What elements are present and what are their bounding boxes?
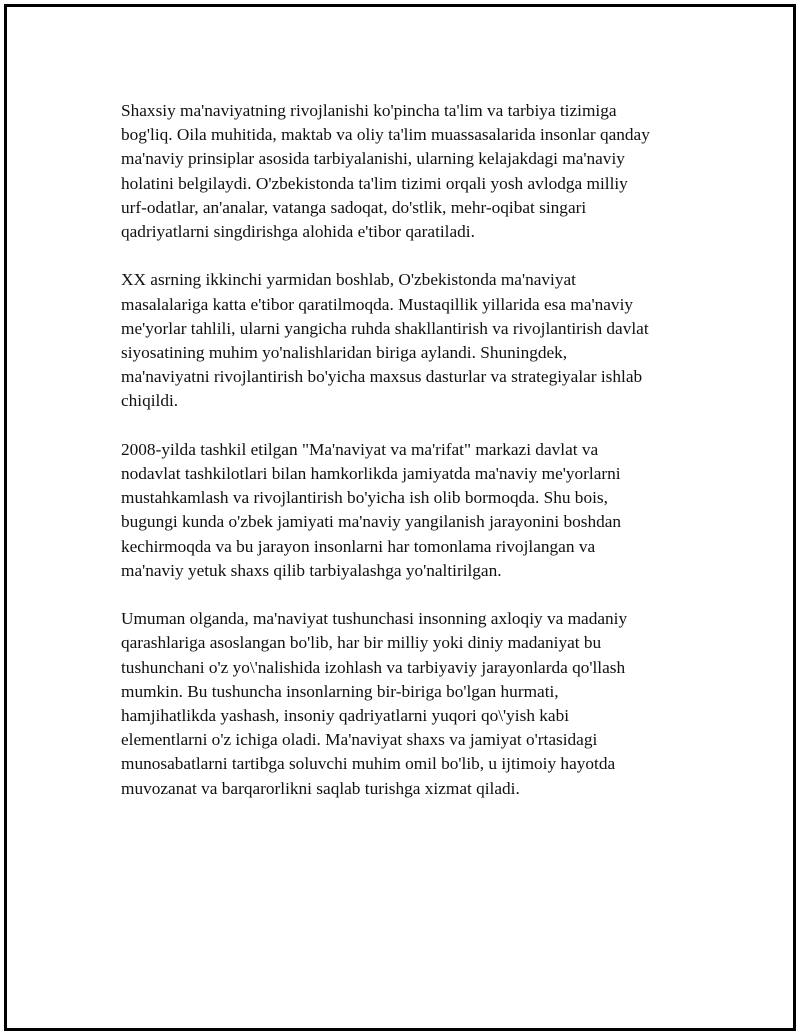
text-line: ma'naviy yetuk shaxs qilib tarbiyalashga yo'naltirilgan. <box>121 560 502 580</box>
text-line: siyosatining muhim yo'nalishlaridan biriga aylandi. Shuningdek, <box>121 343 568 363</box>
text-line: bog'liq. Oila muhitida, maktab va oliy ta'lim muassasalarida insonlar qanday <box>121 125 650 145</box>
text-line: tushunchani o'z yo\'nalishida izohlash va tarbiyaviy jarayonlarda qo'llash <box>121 657 626 677</box>
paragraph-1 <box>121 99 681 244</box>
text-line: hamjihatlikda yashash, insoniy qadriyatlarni yuqori qo\'yish kabi <box>121 706 570 726</box>
text-line: Shaxsiy ma'naviyatning rivojlanishi ko'pincha ta'lim va tarbiya tizimiga <box>121 101 617 120</box>
text-line: bugungi kunda o'zbek jamiyati ma'naviy yangilanish jarayonini boshdan <box>121 512 622 532</box>
text-line: mumkin. Bu tushuncha insonlarning bir-biriga bo'lgan hurmati, <box>121 681 559 701</box>
text-line: elementlarni o'z ichiga oladi. Ma'naviyat shaxs va jamiyat o'rtasidagi <box>121 730 598 750</box>
page-frame <box>4 4 796 1031</box>
text-line: munosabatlarni tartibga soluvchi muhim omil bo'lib, u ijtimoiy hayotda <box>121 754 616 774</box>
paragraph-4 <box>121 607 681 801</box>
text-line: chiqildi. <box>121 391 179 411</box>
text-line: me'yorlar tahlili, ularni yangicha ruhda shakllantirish va rivojlantirish davlat <box>121 318 649 338</box>
text-line: holatini belgilaydi. O'zbekistonda ta'lim tizimi orqali yosh avlodga milliy <box>121 173 628 193</box>
text-line: mustahkamlash va rivojlantirish bo'yicha ish olib bormoqda. Shu bois, <box>121 488 608 508</box>
text-line: 2008-yilda tashkil etilgan "Ma'naviyat va ma'rifat" markazi davlat va <box>121 439 599 459</box>
text-line: qarashlariga asoslangan bo'lib, har bir milliy yoki diniy madaniyat bu <box>121 633 602 653</box>
text-line: urf-odatlar, an'analar, vatanga sadoqat, do'stlik, mehr-oqibat singari <box>121 197 587 217</box>
paragraph-2 <box>121 268 681 413</box>
text-line: ma'naviyatni rivojlantirish bo'yicha maxsus dasturlar va strategiyalar ishlab <box>121 367 643 387</box>
text-line: masalalariga katta e'tibor qaratilmoqda. Mustaqillik yillarida esa ma'naviy <box>121 294 634 314</box>
text-line: qadriyatlarni singdirishga alohida e'tibor qaratiladi. <box>121 222 475 242</box>
text-line: nodavlat tashkilotlari bilan hamkorlikda jamiyatda ma'naviy me'yorlarni <box>121 464 621 484</box>
text-line: ma'naviy prinsiplar asosida tarbiyalanishi, ularning kelajakdagi ma'naviy <box>121 149 625 169</box>
paragraph-3 <box>121 438 681 583</box>
text-line: kechirmoqda va bu jarayon insonlarni har tomonlama rivojlangan va <box>121 536 596 556</box>
text-line: Umuman olganda, ma'naviyat tushunchasi insonning axloqiy va madaniy <box>121 609 628 629</box>
text-line: XX asrning ikkinchi yarmidan boshlab, O'zbekistonda ma'naviyat <box>121 270 576 290</box>
document-body <box>121 99 681 825</box>
text-line: muvozanat va barqarorlikni saqlab turishga xizmat qiladi. <box>121 778 520 798</box>
